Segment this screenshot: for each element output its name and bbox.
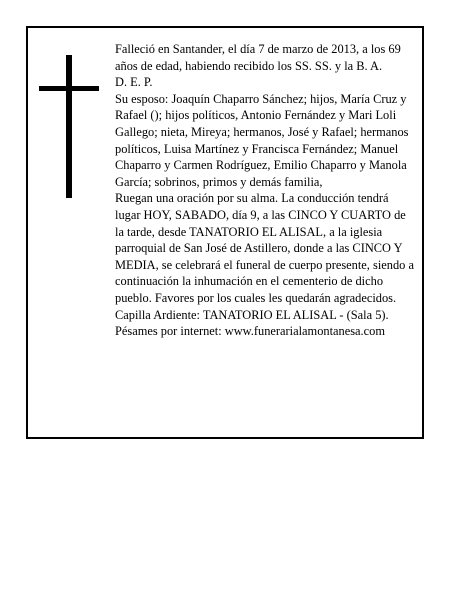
condolences-line: Pésames por internet: www.funerarialamontanesa.com [115,324,385,339]
funeral-details: Ruegan una oración por su alma. La conducción tendrá lugar HOY, SABADO, día 9, a las CINCO Y CUARTO de la tarde, desde TANATORIO EL ALISAL, a la iglesia parroquial de San José de Astillero, donde a las CINCO Y MEDIA, se celebrará el funeral de cuerpo presente, siendo a continuación la inhumación en el cementerio de dicho pueblo. Favores por los cuales les quedarán agradecidos. Capilla Ardiente: TANATORIO EL ALISAL - (Sala 5). [115,191,414,322]
family-list: Su esposo: Joaquín Chaparro Sánchez; hijos, María Cruz y Rafael (); hijos políticos, Antonio Fernández y Mari Loli Gallego; nieta, Mireya; hermanos, José y Rafael; hermanos políticos, Luisa Martínez y Francisca Fernández; Manuel Chaparro y Carmen Rodríguez, Emilio Chaparro y Manola García; sobrinos, primos y demás familia, [115,91,409,189]
notice-body [115,41,415,340]
obituary-notice [26,26,424,439]
death-announcement: Falleció en Santander, el día 7 de marzo de 2013, a los 69 años de edad, habiendo recibido los SS. SS. y la B. A. [115,42,401,73]
cross-vertical-bar [66,55,72,198]
rest-in-peace: D. E. P. [115,75,153,90]
cross-horizontal-bar [39,86,99,91]
